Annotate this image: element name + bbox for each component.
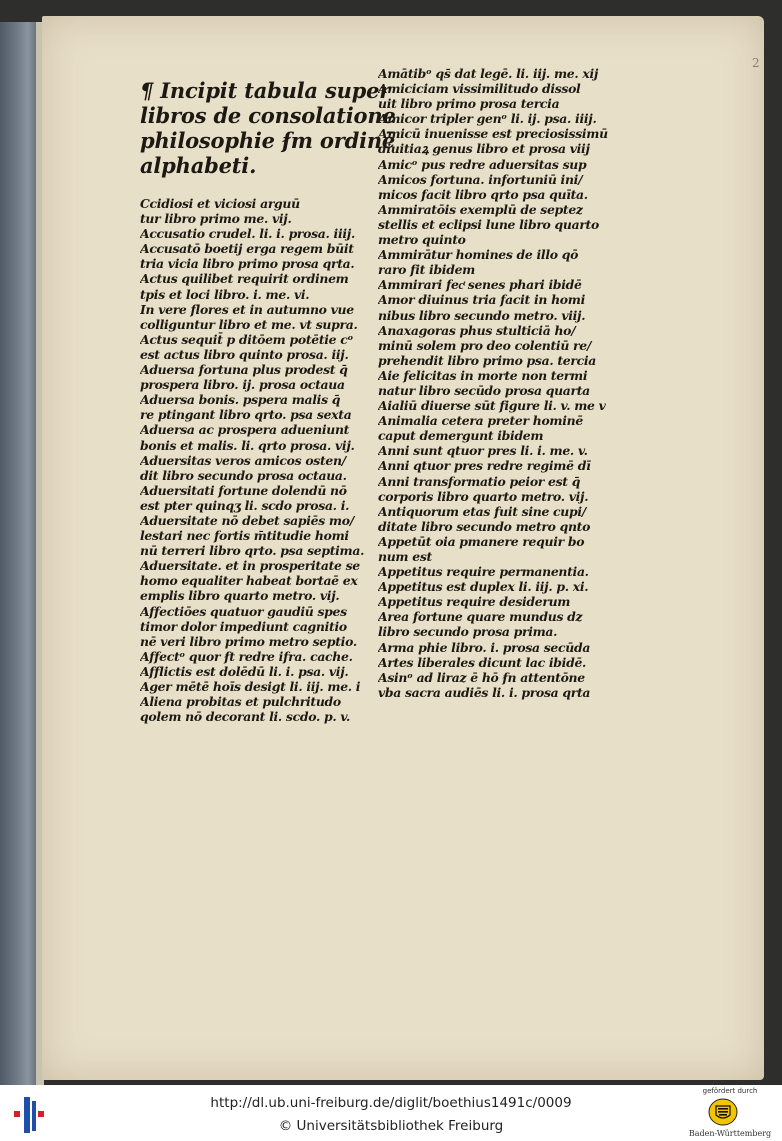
index-entry-line: caput demergunt ibidem [378, 428, 544, 444]
index-entry-line: tria vicia libro primo prosa qrta. [140, 256, 355, 272]
index-entry-line: nū terreri libro qrto. psa septima. [140, 543, 365, 559]
index-entry-line: colliguntur libro et me. vt supra. [140, 316, 358, 332]
index-entry-line: timor dolor impediunt cagnitio [140, 618, 347, 634]
index-entry-line: Amor diuinus tria facit in homi [378, 292, 585, 308]
index-entry-line: lestari nec fortis m̄titudie homi [140, 528, 349, 544]
index-entry-line: Appetitus require permanentia. [378, 564, 589, 580]
index-entry-line: Actus quilibet requirit ordinem [140, 271, 349, 287]
index-entry-line: Aduersitas veros amicos osten/ [140, 452, 346, 468]
index-entry-line: Aduersitate. et in prosperitate se [140, 558, 360, 574]
heading-line: ¶ Incipit tabula super [140, 78, 391, 103]
index-entry-line: Anni qtuor pres redre regimē dī [378, 458, 591, 474]
sponsor-label: gefördert durch [702, 1087, 758, 1095]
heading-line: libros de consolatione [140, 103, 396, 128]
index-entry-line: Amātibᵒ qs̄ dat legē. li. iij. me. xij [378, 66, 599, 81]
index-entry-line: metro quinto [378, 232, 466, 248]
index-entry-line: Artes liberales dicunt lac ibidē. [378, 654, 587, 670]
index-entry-line: Appetūt oia pmanere requir bo [378, 533, 585, 549]
index-entry-line: Amicū inuenisse est preciosissimū [378, 126, 608, 142]
index-entry-line: Amiciciam vissimilitudo dissol [378, 81, 581, 97]
sponsor-name: Baden-Württemberg [688, 1129, 772, 1138]
index-entry-line: tur libro primo me. vij. [140, 211, 292, 227]
index-entry-line: vba sacra audiēs li. i. prosa qrta [378, 684, 591, 700]
right-text-column [378, 66, 630, 700]
index-entry-line: Appetitus est duplex li. iij. p. xi. [378, 579, 589, 595]
index-entry-line: Anni sunt qtuor pres li. i. me. v. [378, 443, 588, 459]
index-entry-line: Amicᵒ pus redre aduersitas sup [378, 156, 587, 172]
index-entry-line: Ager mētē hoīs desigt li. iij. me. i [140, 679, 361, 694]
index-entry-line: Area fortune quare mundus dz [378, 609, 583, 625]
index-entry-line: Anaxagoras phus stulticiā ho/ [378, 322, 576, 338]
index-entry-line: Ammirari fecͭ senes phari ibidē [378, 277, 582, 293]
footer-bar [0, 1085, 782, 1141]
book-cover-board [0, 22, 40, 1085]
index-entry-line: Anni transformatio peior est q̄ [378, 473, 581, 489]
index-entry-line: Accusatio crudel. li. i. prosa. iiij. [140, 226, 355, 242]
index-entry-line: Aduersa ac prospera adueniunt [140, 422, 350, 438]
index-entry-line: nē veri libro primo metro septio. [140, 633, 357, 649]
index-entry-line: Accusatō boetij erga regem būit [140, 241, 354, 257]
copyright-notice: © Universitätsbibliothek Freiburg [278, 1118, 504, 1134]
state-coat-of-arms-icon [708, 1097, 738, 1127]
index-entry-line: Ammiratōis exemplū de septez [378, 201, 583, 217]
index-entry-line: Arma phie libro. i. prosa secūda [378, 639, 591, 655]
index-entry-line: corporis libro quarto metro. vij. [378, 488, 589, 504]
index-entry-line: Actus sequit̄ p ditōem potētie cᵒ [140, 331, 353, 347]
index-entry-line: uit libro primo prosa tercia [378, 96, 560, 112]
index-entry-line: nibus libro secundo metro. viij. [378, 307, 586, 323]
index-entry-line: Appetitus require desiderum [378, 594, 571, 610]
index-entry-line: est pter quinqʒ li. scdo prosa. i. [140, 497, 350, 513]
index-entry-line: Aialiū diuerse sūt figure li. v. me v [378, 398, 606, 414]
folio-mark: 2 [752, 56, 760, 70]
index-entry-line: Aie felicitas in morte non termi [378, 367, 588, 383]
index-entry-line: Aduersitate nō debet sapiēs mo/ [140, 512, 354, 528]
index-entry-line: Aduersa bonis. pspera malis q̄ [140, 392, 341, 408]
index-entry-line: Aduersitati fortune dolendū nō [140, 482, 347, 498]
index-entry-line: Asinᵒ ad liraz ē hō ẜn attentōne [378, 669, 585, 685]
index-entry-line: Afflictis est dolēdū li. i. psa. vij. [140, 663, 349, 679]
index-entry-line: Affectiōes quatuor gaudiū spes [140, 603, 347, 619]
index-entry-line: In vere flores et in autumno vue [140, 301, 354, 317]
index-entry-line: num est [378, 549, 432, 564]
index-entry-line: Ccidiosi et viciosi arguū [140, 196, 300, 211]
left-text-column [140, 78, 396, 725]
index-entry-line: bonis et malis. li. qrto prosa. vij. [140, 437, 355, 453]
index-entry-line: Affectᵒ quor ẜt redre ifra. cache. [140, 648, 353, 664]
index-entry-line: Amicor tripler genᵒ li. ij. psa. iiij. [378, 111, 597, 127]
index-entry-line: prehendit libro primo psa. tercia [378, 352, 596, 368]
index-entry-line: tpis et loci libro. i. me. vi. [140, 286, 310, 302]
index-entry-line: dit libro secundo prosa octaua. [140, 467, 347, 483]
index-entry-line: diuitiaꝝ genus libro et prosa viij [378, 141, 590, 157]
index-entry-line: re ptingant libro qrto. psa sexta [140, 407, 352, 423]
index-entry-line: Aduersa fortuna plus prodest q̄ [140, 362, 348, 378]
index-entry-line: Aliena probitas et pulchritudo [140, 694, 341, 710]
index-entry-line: Animalia cetera preter hominē [378, 413, 583, 429]
index-entry-line: natur libro secūdo prosa quarta [378, 382, 590, 398]
index-entry-line: raro fit ibidem [378, 262, 475, 278]
index-entry-line: libro secundo prosa prima. [378, 624, 558, 640]
index-entry-line: Ammirātur homines de illo qō [378, 247, 579, 263]
index-entry-line: qolem nō decorant li. scdo. p. v. [140, 709, 351, 725]
right-index-entries [378, 66, 630, 700]
index-entry-line: minū solem pro deo colentiū re/ [378, 337, 592, 353]
index-entry-line: est actus libro quinto prosa. iij. [140, 346, 349, 362]
index-entry-line: Amicos fortuna. infortuniū ini/ [378, 171, 583, 187]
index-entry-line: prospera libro. ij. prosa octaua [140, 377, 345, 393]
heading-line: philosophie ẜm ordinē [140, 128, 396, 153]
left-index-entries [140, 196, 380, 724]
index-entry-line: Antiquorum etas fuit sine cupi/ [378, 503, 586, 519]
index-entry-line: emplis libro quarto metro. vij. [140, 588, 340, 604]
index-entry-line: homo equaliter habeat bortaē ex [140, 573, 358, 589]
index-entry-line: ditate libro secundo metro qnto [378, 518, 591, 534]
document-url-link[interactable]: http://dl.ub.uni-freiburg.de/diglit/boethius1491c/0009 [210, 1095, 572, 1111]
table-heading [140, 78, 396, 178]
index-entry-line: stellis et eclipsi lune libro quarto [378, 216, 599, 232]
index-entry-line: micos facit libro qrto psa quīta. [378, 186, 588, 202]
heading-line: alphabeti. [140, 153, 257, 178]
